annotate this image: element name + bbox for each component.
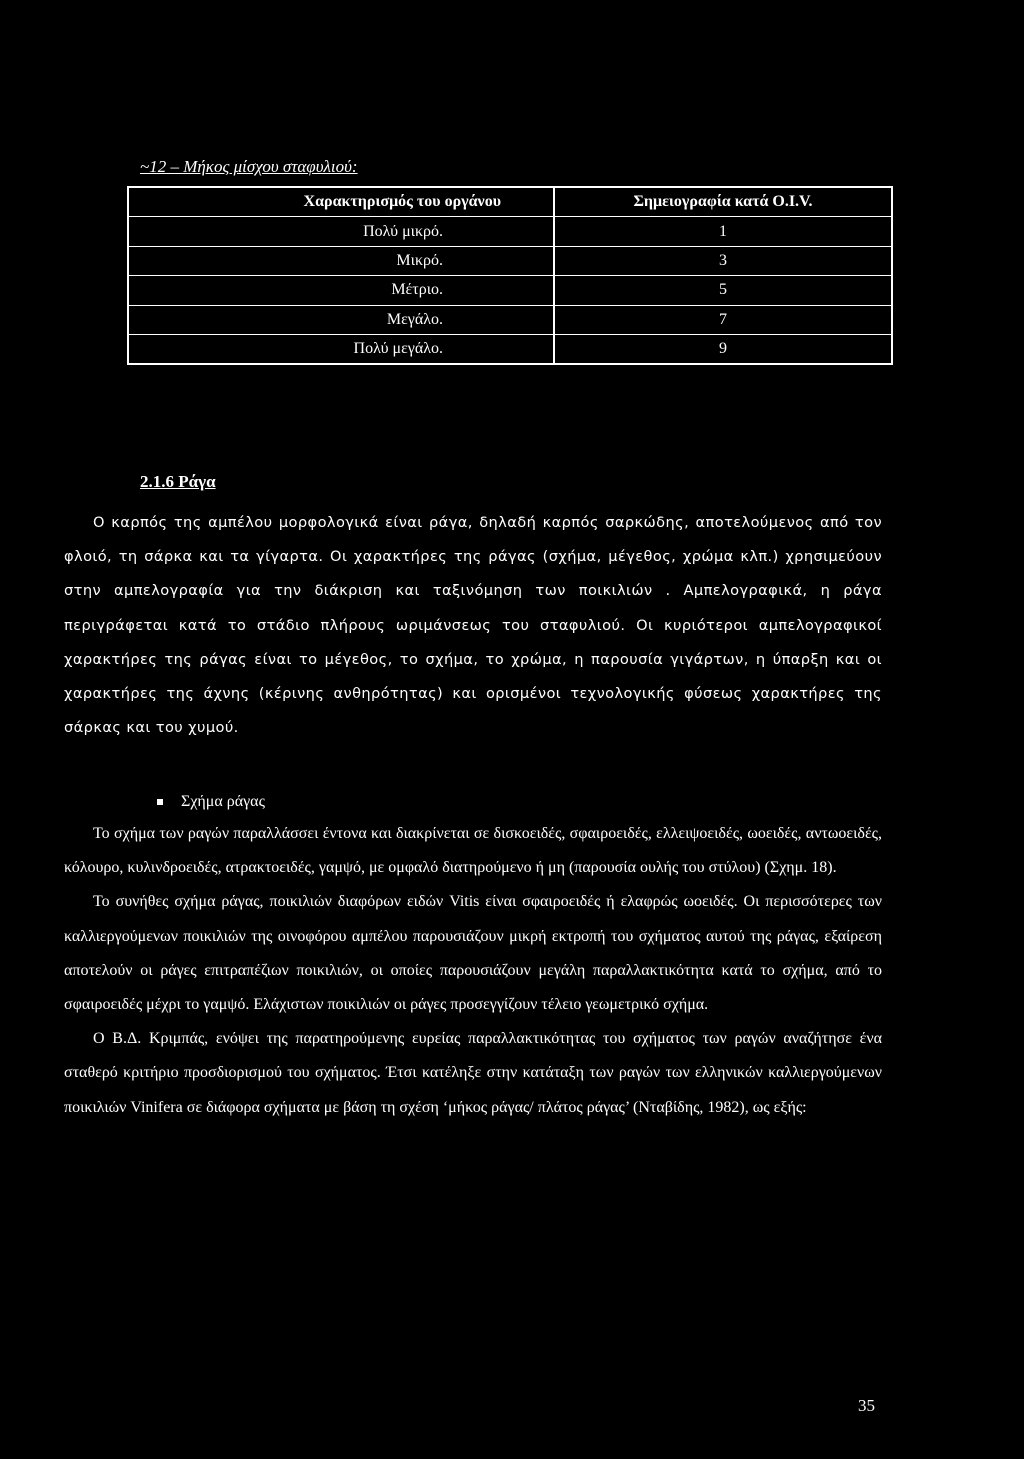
- row-label: Πολύ μικρό.: [128, 217, 554, 246]
- shape-paragraph: Το σχήμα των ραγών παραλλάσσει έντονα και διακρίνεται σε δισκοειδές, σφαιροειδές, ελλειψοειδές, ωοειδές, αντωοειδές, κόλουρο, κυλινδροειδές, ατρακτοειδές, γαμψό, με ομφαλό διατηρούμενο ή μη (παρουσία ουλής του στύλου) (Σχημ. 18).: [64, 825, 882, 877]
- shape-paragraph: Ο Β.Δ. Κριμπάς, ενόψει της παρατηρούμενης ευρείας παραλλακτικότητας του σχήματος των ραγών αναζήτησε ένα σταθερό κριτήριο προσδιορισμού του σχήματος. Έτσι κατέληξε στην κατάταξη των ραγών των ελληνικών καλλιεργούμενων ποικιλιών Vinifera σε διάφορα σχήματα με βάση τη σχέση ‘μήκος ράγας/ πλάτος ράγας’ (Νταβίδης, 1982), ως εξής:: [64, 1030, 882, 1116]
- section-heading: 2.1.6 Ράγα: [140, 472, 216, 491]
- table-caption: ~12 – Μήκος μίσχου σταφυλιού:: [140, 157, 358, 176]
- row-label: Μικρό.: [128, 246, 554, 275]
- header-characterization: Χαρακτηρισμός του οργάνου: [128, 187, 554, 217]
- header-oiv-notation: Σημειογραφία κατά O.I.V.: [554, 187, 892, 217]
- bullet-icon: [157, 799, 163, 805]
- row-score: 9: [554, 334, 892, 364]
- shape-paragraph: Το συνήθες σχήμα ράγας, ποικιλιών διαφόρων ειδών Vitis είναι σφαιροειδές ή ελαφρώς ωοειδές. Οι περισσότερες των καλλιεργούμενων ποικιλιών της οινοφόρου αμπέλου παρουσιάζουν μικρή εκτροπή του σχήματος αυτού της ράγας, εξαίρεση αποτελούν οι ράγες επιτραπέζιων ποικιλιών, οι οποίες παρουσιάζουν μεγάλη παραλλακτικότητα κατά το σχήμα, από το σφαιροειδές μέχρι το γαμψό. Ελάχιστων ποικιλιών οι ράγες προσεγγίζουν τέλειο γεωμετρικό σχήμα.: [64, 893, 882, 1014]
- table-header-row: [128, 187, 892, 217]
- row-score: 1: [554, 217, 892, 246]
- bullet-heading-label: Σχήμα ράγας: [181, 793, 265, 810]
- intro-text: [64, 506, 882, 745]
- row-label: Μεγάλο.: [128, 305, 554, 334]
- grading-table: [127, 186, 893, 365]
- bullet-heading: [157, 793, 265, 811]
- row-score: 3: [554, 246, 892, 275]
- row-label: Πολύ μεγάλο.: [128, 334, 554, 364]
- row-label: Μέτριο.: [128, 276, 554, 305]
- table-row: [128, 334, 892, 364]
- page-number: 35: [858, 1396, 875, 1415]
- table-row: [128, 246, 892, 275]
- table-row: [128, 305, 892, 334]
- table-row: [128, 276, 892, 305]
- intro-paragraph: Ο καρπός της αμπέλου μορφολογικά είναι ράγα, δηλαδή καρπός σαρκώδης, αποτελούμενος από τον φλοιό, τη σάρκα και τα γίγαρτα. Οι χαρακτήρες της ράγας (σχήμα, μέγεθος, χρώμα κλπ.) χρησιμεύουν στην αμπελογραφία για την διάκριση και ταξινόμηση των ποικιλιών . Αμπελογραφικά, η ράγα περιγράφεται κατά το στάδιο πλήρους ωριμάνσεως του σταφυλιού. Οι κυριότεροι αμπελογραφικοί χαρακτήρες της ράγας είναι το μέγεθος, το σχήμα, το χρώμα, η παρουσία γιγάρτων, η ύπαρξη και οι χαρακτήρες της άχνης (κέρινης ανθηρότητας) και ορισμένοι τεχνολογικής φύσεως χαρακτήρες της σάρκας και του χυμού.: [64, 514, 882, 737]
- row-score: 7: [554, 305, 892, 334]
- shape-text: [64, 817, 882, 1125]
- table-row: [128, 217, 892, 246]
- row-score: 5: [554, 276, 892, 305]
